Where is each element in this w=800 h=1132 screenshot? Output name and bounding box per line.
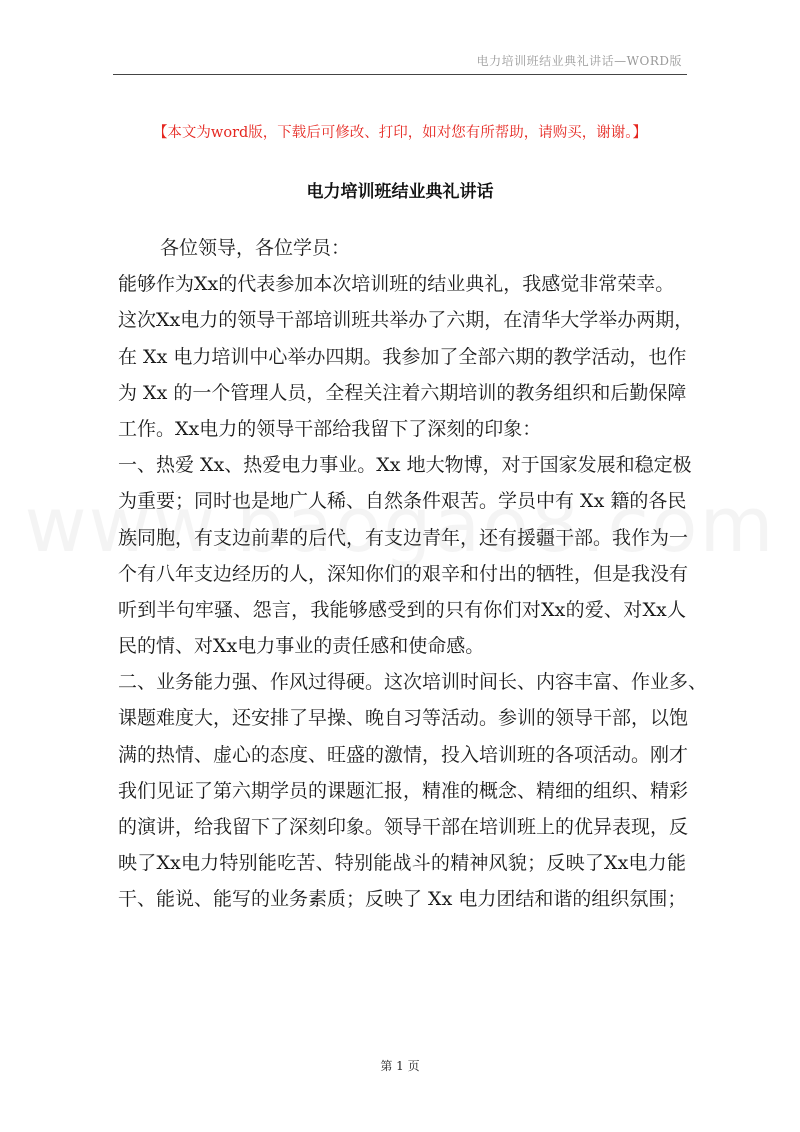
paragraph-line: 的演讲，给我留下了深刻印象。领导干部在培训班上的优异表现，反 (118, 816, 689, 838)
paragraph-line: 一、热爱 Xx、热爱电力事业。Xx 地大物博，对于国家发展和稳定极 (118, 454, 692, 477)
paragraph-line: 民的情、对Xx电力事业的责任感和使命感。 (118, 635, 485, 658)
paragraph-line: 干、能说、能写的业务素质；反映了 Xx 电力团结和谐的组织氛围； (118, 888, 687, 911)
document-title: 电力培训班结业典礼讲话 (306, 182, 494, 202)
paragraph-line: 听到半句牢骚、怨言，我能够感受到的只有你们对Xx的爱、对Xx人 (118, 598, 686, 621)
document-body (118, 230, 708, 918)
paragraph-line: 工作。Xx电力的领导干部给我留下了深刻的印象： (118, 417, 542, 440)
paragraph-line: 在 Xx 电力培训中心举办四期。我参加了全部六期的教学活动，也作 (118, 345, 687, 368)
paragraph-line: 为重要；同时也是地广人稀、自然条件艰苦。学员中有 Xx 籍的各民 (118, 490, 687, 513)
paragraph-line: 映了Xx电力特别能吃苦、特别能战斗的精神风貌；反映了Xx电力能 (118, 852, 686, 875)
page-number: 第 1 页 (380, 1059, 420, 1073)
running-header: 电力培训班结业典礼讲话—WORD版 (476, 54, 682, 68)
paragraph-line: 二、业务能力强、作风过得硬。这次培训时间长、内容丰富、作业多、 (118, 671, 708, 694)
paragraph-line: 我们见证了第六期学员的课题汇报，精准的概念、精细的组织、精彩 (118, 779, 689, 802)
purchase-notice: 【本文为word版，下载后可修改、打印，如对您有所帮助，请购买，谢谢。】 (152, 125, 648, 141)
paragraph-line: 能够作为Xx的代表参加本次培训班的结业典礼，我感觉非常荣幸。 (118, 273, 675, 296)
salutation: 各位领导，各位学员： (160, 237, 351, 259)
paragraph-line: 这次Xx电力的领导干部培训班共举办了六期，在清华大学举办两期， (118, 309, 694, 332)
paragraph-line: 满的热情、虚心的态度、旺盛的激情，投入培训班的各项活动。刚才 (118, 743, 689, 766)
header-divider (113, 74, 687, 75)
paragraph-line: 为 Xx 的一个管理人员，全程关注着六期培训的教务组织和后勤保障 (118, 381, 687, 404)
paragraph-line: 族同胞，有支边前辈的后代，有支边青年，还有援疆干部。我作为一 (118, 526, 689, 549)
paragraph-line: 个有八年支边经历的人，深知你们的艰辛和付出的牺牲，但是我没有 (118, 562, 689, 585)
paragraph-line: 课题难度大，还安排了早操、晚自习等活动。参训的领导干部，以饱 (118, 707, 689, 730)
